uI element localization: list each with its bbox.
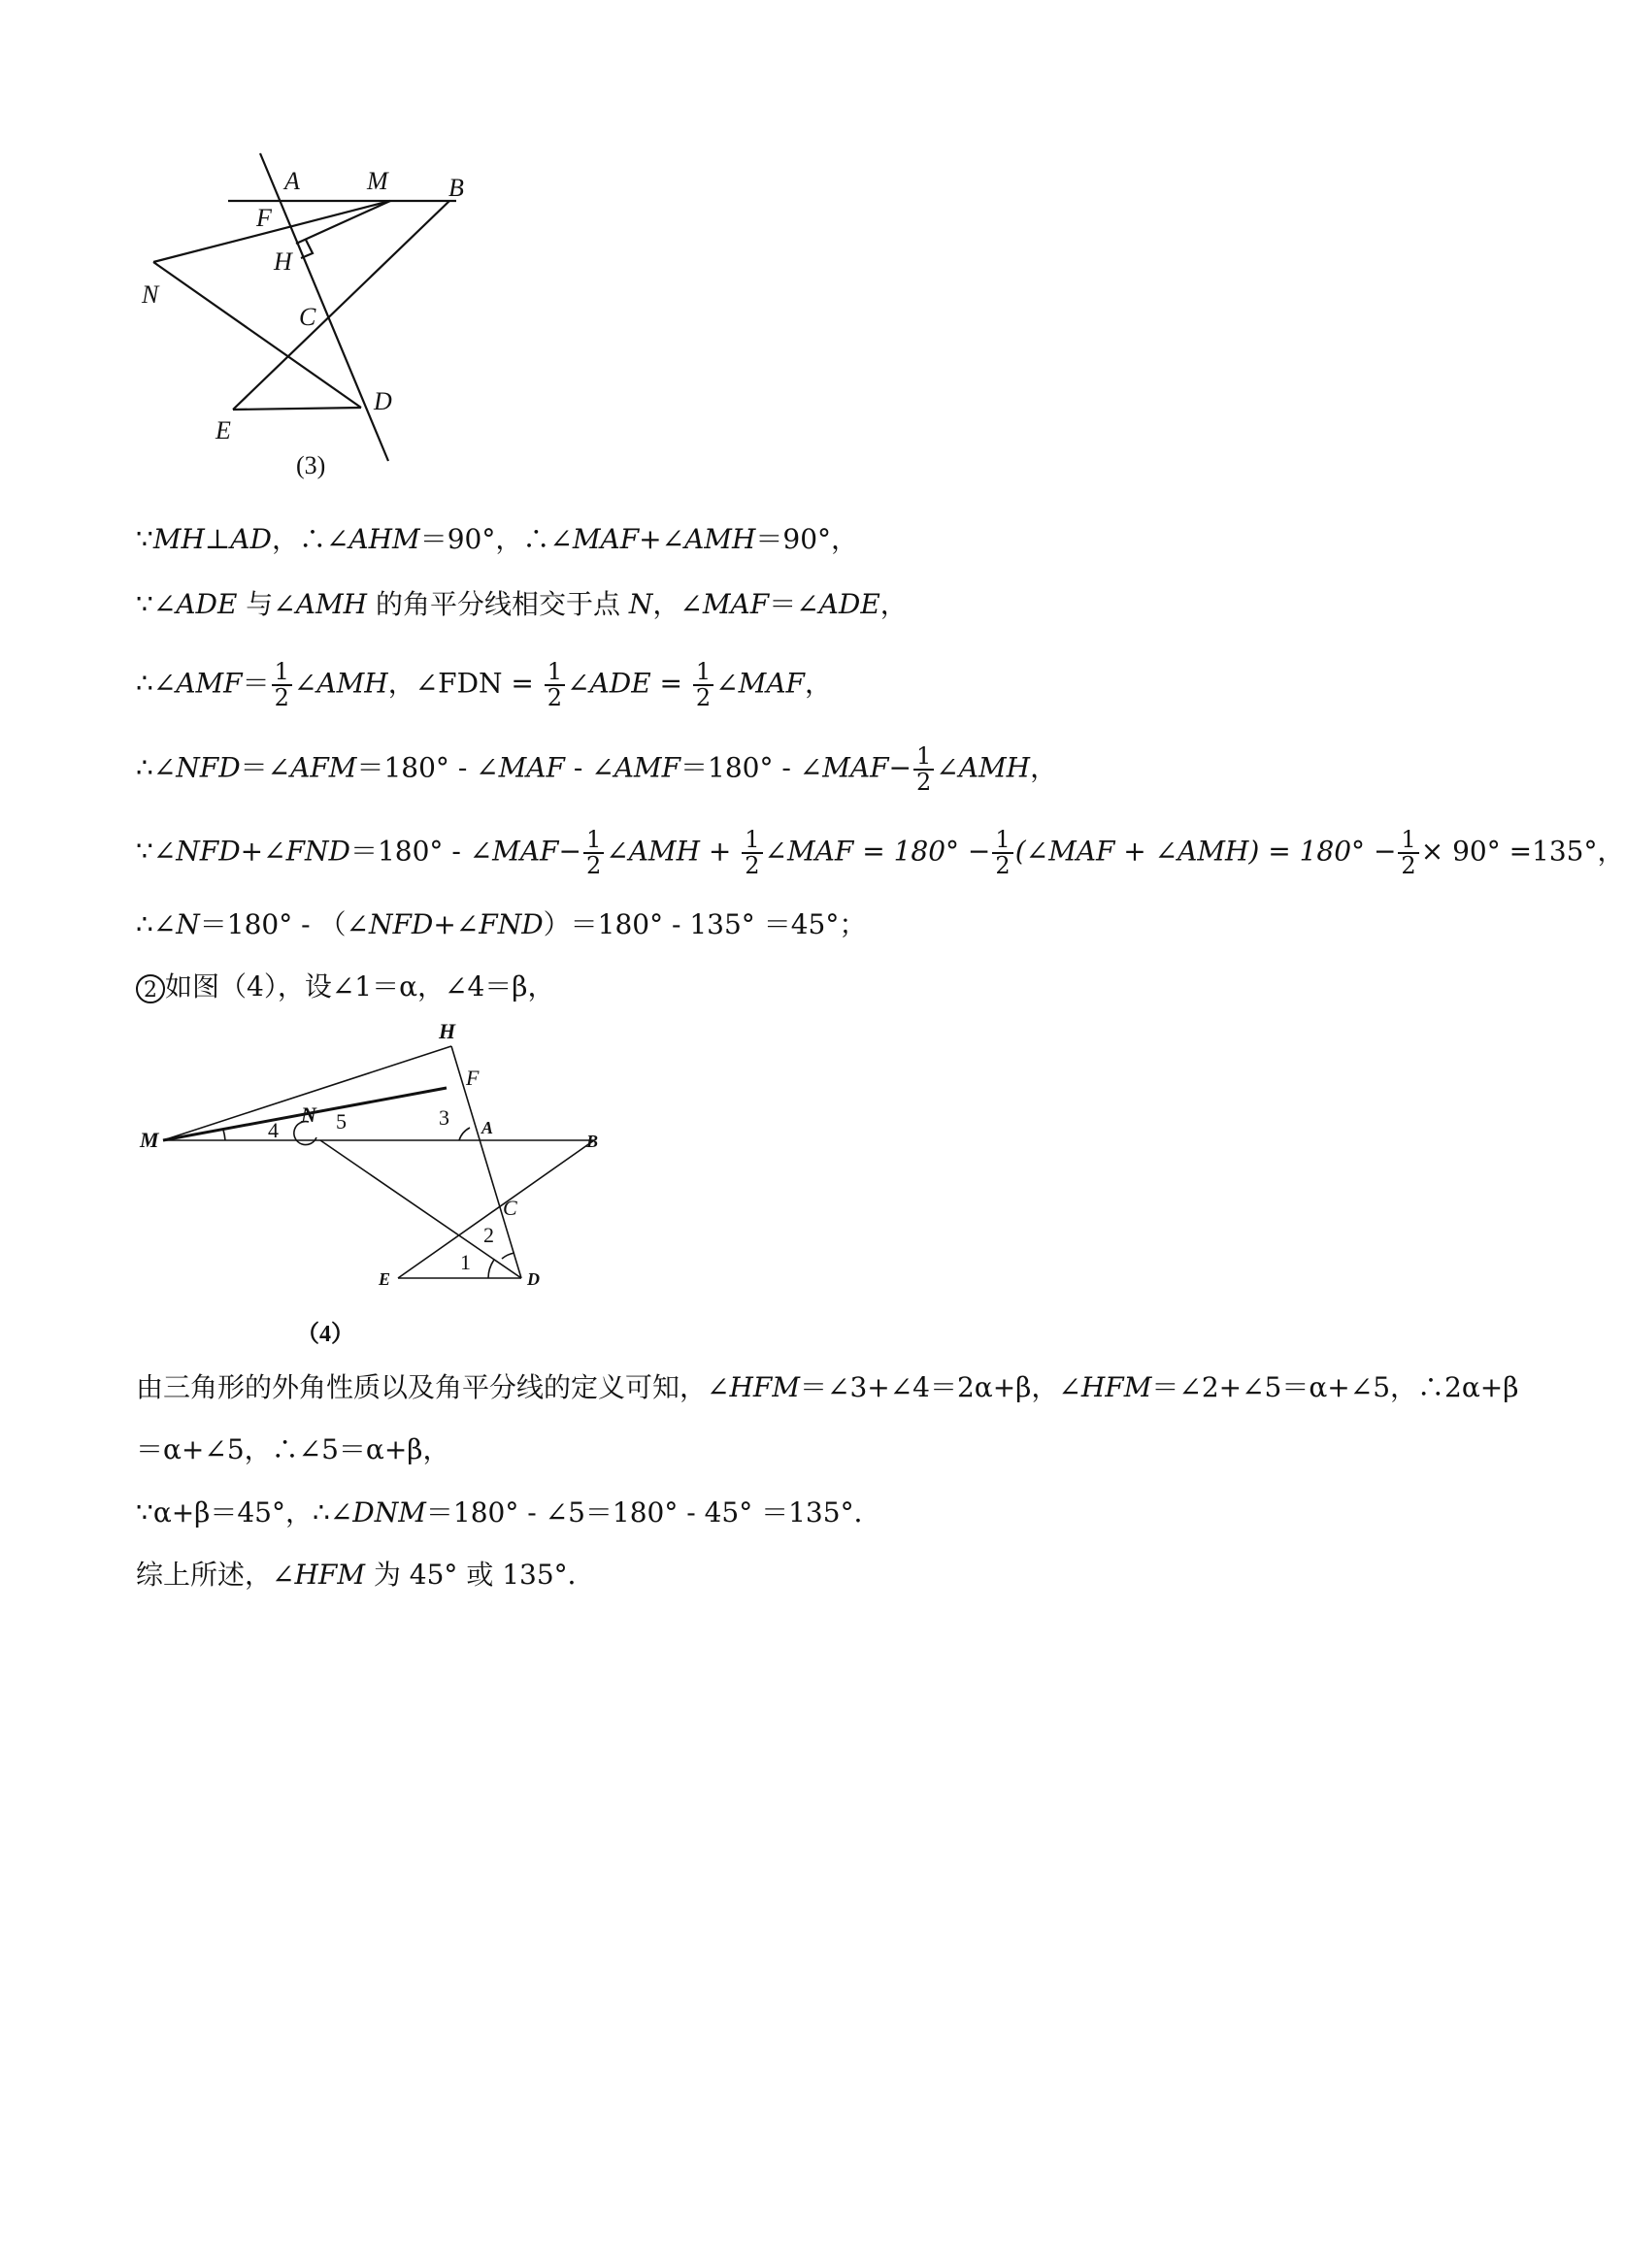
fraction-half: $\frac{1}{2}$ <box>913 744 934 795</box>
angle-5-label: 5 <box>336 1109 347 1134</box>
line-10: ∵α+β＝45°，∴∠DNM＝180° - ∠5＝180° - 45° ＝135°． <box>136 1496 881 1528</box>
fraction-half: $\frac{1}{2}$ <box>272 660 292 710</box>
fraction-half: $\frac{1}{2}$ <box>992 828 1012 878</box>
segment-nd <box>320 1140 521 1278</box>
fraction-half: $\frac{1}{2}$ <box>693 660 713 710</box>
angle-3-label: 3 <box>439 1105 449 1130</box>
line-6: ∴∠N＝180° - （∠NFD+∠FND）＝180° - 135° ＝45°； <box>136 908 867 940</box>
line-4: ∴∠NFD＝∠AFM＝180° - ∠MAF - ∠AMF＝180° - ∠MAF− $\frac{1}{2}$ ∠AMH， <box>136 742 1058 796</box>
label-a: A <box>481 1118 494 1137</box>
label-h: H <box>439 1019 456 1043</box>
fraction-half: $\frac{1}{2}$ <box>742 828 762 878</box>
line-9: ＝α+∠5，∴∠5＝α+β， <box>136 1433 450 1465</box>
line-5: ∵∠NFD+∠FND＝180° - ∠MAF− $\frac{1}{2}$ ∠AMH + $\frac{1}{2}$ ∠MAF = 180° − $\frac{1}{2}$ (∠MAF + ∠AMH) = 180° − $\frac{1}{2}$ × 90° =135°， <box>136 826 1625 879</box>
label-b: B <box>448 174 464 202</box>
label-f: F <box>466 1066 480 1090</box>
segment-mn <box>153 201 390 262</box>
label-n: N <box>301 1102 316 1127</box>
angle-2-label: 2 <box>483 1223 494 1247</box>
circled-number: 2 <box>136 974 165 1003</box>
figure-3-caption: (3) <box>296 451 326 479</box>
label-e: E <box>379 1269 391 1289</box>
fraction-half: $\frac{1}{2}$ <box>583 828 604 878</box>
fraction-half: $\frac{1}{2}$ <box>1398 828 1418 878</box>
figure-3 <box>136 146 505 485</box>
label-f: F <box>256 204 272 232</box>
line-7: 2 如图（4），设∠1＝α，∠4＝β， <box>136 968 554 1006</box>
figure-4-caption: （4） <box>296 1322 354 1347</box>
figure-4 <box>136 1019 621 1354</box>
segment-bd <box>398 1140 594 1278</box>
line-8: 由三角形的外角性质以及角平分线的定义可知，∠HFM＝∠3+∠4＝2α+β，∠HFM＝∠2+∠5＝α+∠5，∴2α+β <box>136 1371 1519 1403</box>
angle-1-label: 1 <box>460 1250 471 1274</box>
label-m: M <box>140 1128 159 1152</box>
line-3: ∴∠AMF＝ $\frac{1}{2}$ ∠AMH，∠FDN = $\frac{1}{2}$ ∠ADE = $\frac{1}{2}$ ∠MAF， <box>136 658 832 711</box>
label-e: E <box>216 416 231 444</box>
label-d: D <box>374 387 392 415</box>
angle-arc-2 <box>502 1253 514 1259</box>
line-11: 综上所述，∠HFM 为 45° 或 135°． <box>136 1559 595 1591</box>
fraction-half: $\frac{1}{2}$ <box>545 660 565 710</box>
label-m: M <box>367 167 388 195</box>
label-n: N <box>142 280 159 309</box>
label-a: A <box>284 167 300 195</box>
label-b: B <box>586 1132 599 1151</box>
label-c: C <box>503 1196 517 1220</box>
label-d: D <box>527 1269 540 1289</box>
line-1: ∵MH⊥AD，∴∠AHM＝90°，∴∠MAF+∠AMH＝90°， <box>136 523 859 555</box>
line-2: ∵∠ADE 与∠AMH 的角平分线相交于点 N，∠MAF＝∠ADE， <box>136 588 908 620</box>
segment-ed <box>233 408 361 410</box>
angle-arc-3 <box>459 1128 470 1140</box>
label-h: H <box>274 247 292 276</box>
angle-arc-1 <box>488 1260 494 1278</box>
label-c: C <box>299 303 316 331</box>
angle-4-label: 4 <box>268 1118 279 1142</box>
line-ad <box>260 153 388 461</box>
angle-arc-4 <box>223 1130 225 1140</box>
